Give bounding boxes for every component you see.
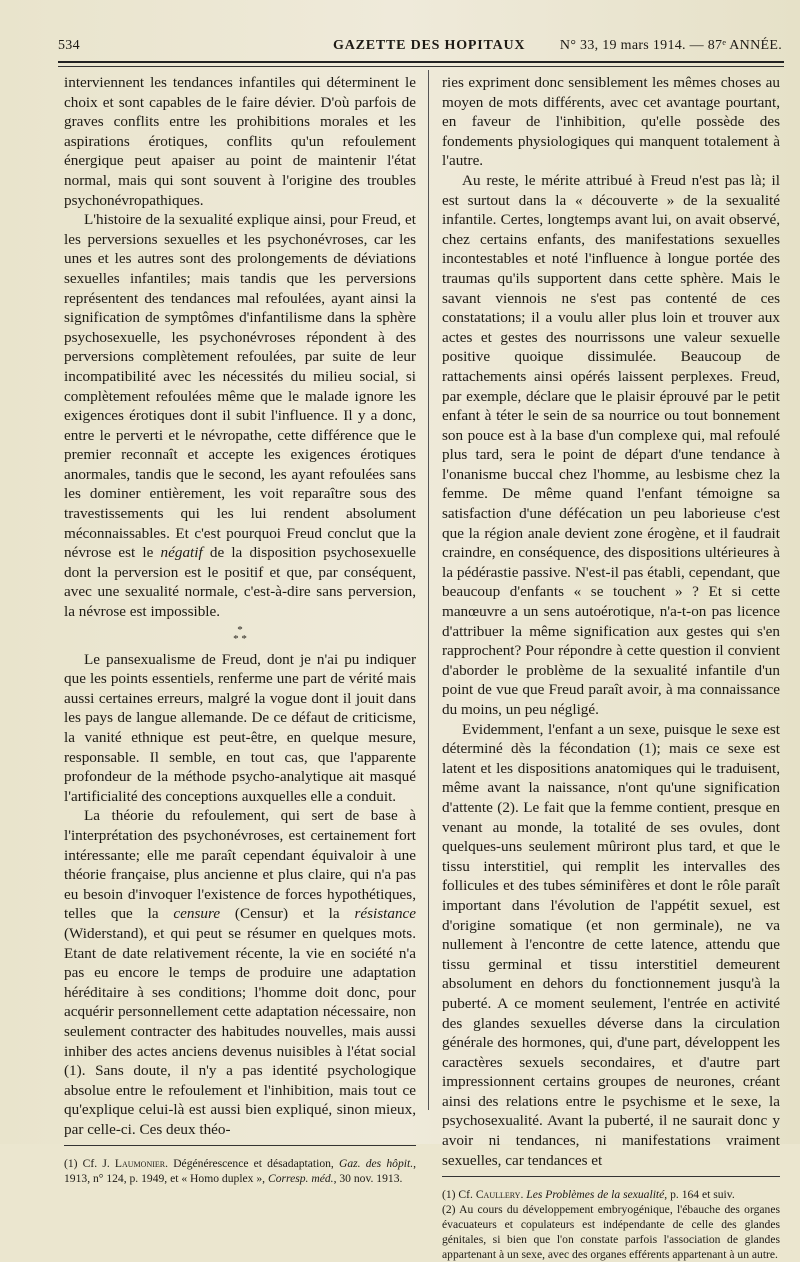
emphasis: résistance <box>354 905 417 923</box>
column-divider <box>428 70 429 1110</box>
issue-date: N° 33, 19 mars 1914. — 87ᵉ ANNÉE. <box>559 38 782 53</box>
right-column <box>442 73 780 1262</box>
page-number: 534 <box>58 38 80 53</box>
paragraph: Au reste, le mérite attribué à Freud n'est pas là; il est surtout dans la « découverte » de la sexualité infantile. Certes, longtemps avant lui, on avait observé, chez certains enfants, des manifestations sexuelles incontestables et noté l'influence à longue portée des traumas qu'ils supportent dans cette sphère. Mais le savant viennois ne s'est pas contenté de ces constatations; il a voulu aller plus loin et trouver aux actes et gestes des nourrissons une valeur sexuelle positive quoique dissimulée. Beaucoup de rattachements ainsi opérés laissent perplexes. Freud, par exemple, déclare que le plaisir éprouvé par le petit enfant à téter le sein de sa nourrice ou tout bonnement son pouce est à la base d'un complexe qui, mal refoulé plus tard, sera le point de départ d'une tendance à l'onanisme buccal chez l'homme, au lesbisme chez la femme. De même quand l'enfant témoigne sa satisfaction d'une défécation un peu laborieuse c'est que la région anale devient zone érogène, et il faudrait craindre, en conséquence, des dispositions ultérieures à la pédérastie passive. N'est-il pas établi, cependant, que beaucoup d'enfants « se touchent » ? Et si cette manœuvre a un sens autoérotique, n'a-t-on pas licence d'attribuer la même signification aux gestes qui s'en rapprochent? Pour répondre à cette question il convient d'aborder le problème de la sexualité infantile d'un point de vue que Freud paraît avoir, à ma connaissance du moins, un peu négligé. <box>442 171 780 718</box>
paragraph: Le pansexualisme de Freud, dont je n'ai pu indiquer que les points essentiels, renferme une part de vérité mais aussi certaines erreurs, malgré la vogue dont il jouit dans les pays de langue allemande. De ce défaut de criticisme, la vanité ethnique est peut-être, en quelque mesure, responsable. Il semble, en tout cas, que l'apparente profondeur de la méthode psycho-analytique ait masqué l'artificialité des conceptions auxquelles elle a conduit. <box>64 650 416 805</box>
header-rule-thick <box>58 61 784 63</box>
emphasis: censure <box>173 905 221 923</box>
paragraph: L'histoire de la sexualité explique ainsi, pour Freud, et les perversions sexuelles et les psychonévroses, car les unes et les autres sont des prolongements de déviations sexuelles infantiles; mais tandis que les perversions représentent des tendances mal refoulées, ayant ainsi la signification de symptômes d'infantilisme dans la sphère psychosexuelle, les psychonévroses répondent à des perversions complètement refoulées, par suite de leur incompatibilité avec les nécessités du milieu social, si complètement refoulées même que le malade ignore les exigences érotiques dont il subit l'influence. Il y a donc, entre le perverti et le névropathe, cette différence que le premier reconnaît et accepte les exigences érotiques anormales, tandis que le second, les ayant refoulées sans les dominer entièrement, les voit reparaître sous des travestissements qui les lui rendent absolument méconnaissables. Et c'est pourquoi Freud conclut que la névrose est le négatif de la disposition psychosexuelle dont la perversion est le positif et que, par conséquent, avec une sexualité normale, c'est-à-dire sans perversion, la névrose est impossible. <box>64 211 417 621</box>
footnote: (1) Cf. Caullery. Les Problèmes de la sexualité, p. 164 et suiv. <box>442 1188 735 1202</box>
journal-title: GAZETTE DES HOPITAUX <box>333 38 526 53</box>
paragraph: interviennent les tendances infantiles qui déterminent le choix et sont capables de le faire dévier. D'où parfois de graves conflits entre les prohibitions morales et les aspirations érotiques, conflits qu'un refoulement énergique peut apaiser au point de maintenir l'état normal, mais qui sont souvent à l'origine des troubles psychonévropathiques. <box>64 74 416 209</box>
footnote-rule <box>64 1145 416 1146</box>
paragraph: La théorie du refoulement, qui sert de base à l'interprétation des psychonévroses, est certainement fort intéressante; elle me paraît cependant équivaloir à une théorie française, plus ancienne et plus claire, qui n'a pas eu besoin d'invoquer l'existence de forces hypothétiques, telles que la censure (Censur) et la résistance (Widerstand), et qui peut se résumer en quelques mots. Etant de date relativement récente, la vie en société n'a pas eu encore le temps de produire une adaptation héréditaire à ses conditions; l'homme doit donc, pour acquérir personnellement cette adaptation nécessaire, non seulement contracter des habitudes nouvelles, mais aussi inhiber des actes anciens devenus nuisibles à l'état social (1). Sans doute, il n'y a pas identité psychologique absolue entre le refoulement et l'inhibition, mais tout ce qu'explique celui-là est aussi bien expliqué, sinon mieux, par celle-ci. Ces deux théo- <box>64 807 417 1138</box>
footnote-rule <box>442 1176 780 1177</box>
footnote: (2) Au cours du développement embryogénique, l'ébauche des organes évacuateurs et copulateurs est indépendante de celle des glandes génitales, si bien que l'on constate parfois l'association de glandes appartenant à un sexe, avec des organes efférents appartenant à un autre. <box>442 1203 780 1262</box>
footnote: (1) Cf. J. Laumonier. Dégénérescence et désadaptation, Gaz. des hôpit., 1913, n° 124, p. 1949, et « Homo duplex », Corresp. méd., 30 nov. 1913. <box>64 1157 416 1186</box>
section-separator: * * * <box>233 623 247 645</box>
page-header <box>58 38 784 60</box>
paragraph: ries expriment donc sensiblement les mêmes choses au moyen de mots différents, avec cet avantage pourtant, en faveur de l'inhibition, qu'elle possède des fondements physiologiques qui manquent totalement à l'autre. <box>442 74 780 170</box>
header-rule-thin <box>58 66 784 67</box>
emphasis: négatif <box>160 544 203 562</box>
paragraph: Evidemment, l'enfant a un sexe, puisque le sexe est déterminé dès la fécondation (1); mais ce sexe est latent et les dispositions anatomiques qui le traduisent, même avant la naissance, n'ont qu'une signification d'attente (2). Le fait que la femme contient, presque en venant au monde, la totalité de ses ovules, dont quelques-uns seulement mûriront plus tard, et que le tissu interstitiel, qui remplit les intervalles des follicules et des tubes séminifères et dont le rôle paraît important dans l'évolution de l'appétit sexuel, est d'origine somatique (et non germinale), ne va nullement à l'encontre de cette latence, attendu que tissu germinal et tissu interstitiel demeurent absolument en dehors du fonctionnement jusqu'à la puberté. A ce moment seulement, l'entrée en activité des glandes sexuelles déverse dans la circulation générale des hormones, qui, d'une part, développent les caractères sexuels secondaires, et d'autre part impressionnent certains groupes de neurones, créant ainsi des relations entre le psychisme et le sexe, la psychosexualité. Avant la puberté, il ne saurait donc y avoir ni tendances, ni manifestations vraiment sexuelles, car tendances et <box>442 720 780 1169</box>
left-column <box>64 73 416 1186</box>
